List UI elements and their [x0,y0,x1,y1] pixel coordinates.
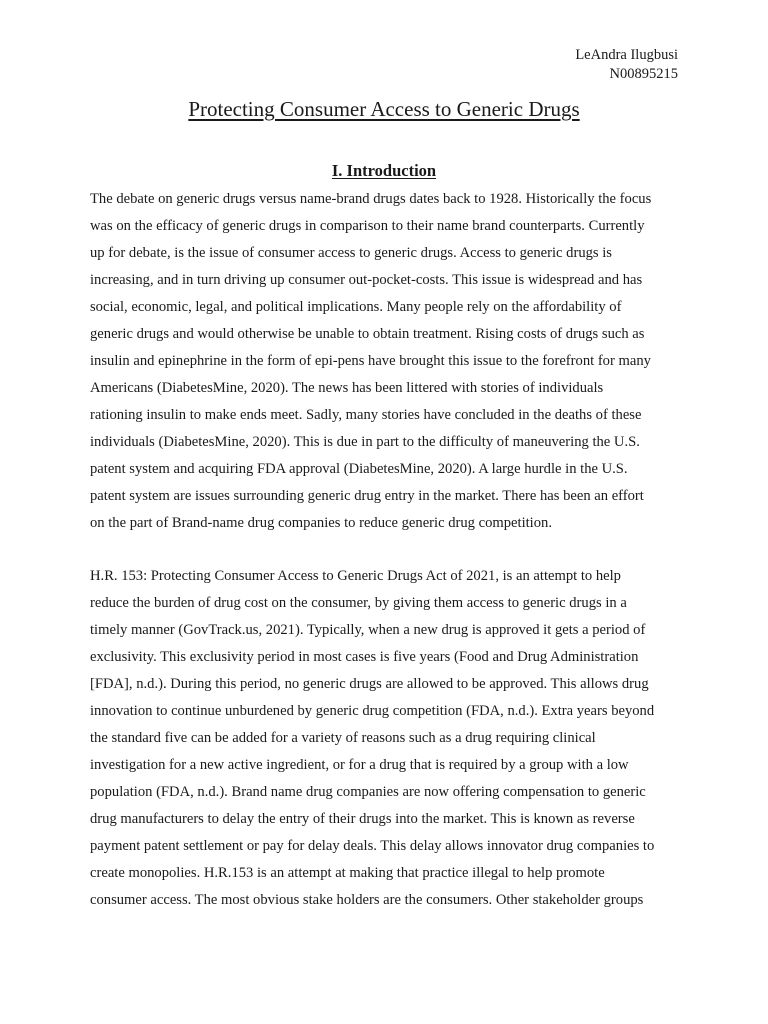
text-line: exclusivity. This exclusivity period in most cases is five years (Food and Drug Administration [90,649,639,665]
text-line: patent system are issues surrounding generic drug entry in the market. There has been an effort [90,488,644,504]
text-line: [FDA], n.d.). During this period, no generic drugs are allowed to be approved. This allows drug [90,676,649,692]
author-name: LeAndra Ilugbusi [575,47,678,63]
text-line: population (FDA, n.d.). Brand name drug companies are now offering compensation to generic [90,784,646,800]
text-line: innovation to continue unburdened by generic drug competition (FDA, n.d.). Extra years beyond [90,703,655,719]
text-line: investigation for a new active ingredient, or for a drug that is required by a group with a low [90,757,629,773]
text-line: increasing, and in turn driving up consumer out-pocket-costs. This issue is widespread and has [90,272,643,288]
text-line: create monopolies. H.R.153 is an attempt at making that practice illegal to help promote [90,865,605,881]
text-line: Americans (DiabetesMine, 2020). The news has been littered with stories of individuals [90,380,604,396]
text-line: generic drugs and would otherwise be unable to obtain treatment. Rising costs of drugs such as [90,326,645,342]
text-line: drug manufacturers to delay the entry of their drugs into the market. This is known as reverse [90,811,635,827]
text-line: insulin and epinephrine in the form of epi-pens have brought this issue to the forefront for many [90,353,651,369]
text-line: individuals (DiabetesMine, 2020). This is due in part to the difficulty of maneuvering the U.S. [90,434,640,450]
text-line: patent system and acquiring FDA approval (DiabetesMine, 2020). A large hurdle in the U.S. [90,461,628,477]
text-line: payment patent settlement or pay for delay deals. This delay allows innovator drug companies to [90,838,655,854]
paragraph-introduction-1 [90,186,680,537]
text-line: H.R. 153: Protecting Consumer Access to Generic Drugs Act of 2021, is an attempt to help [90,568,621,584]
text-line: social, economic, legal, and political implications. Many people rely on the affordability of [90,299,622,315]
text-line: reduce the burden of drug cost on the consumer, by giving them access to generic drugs in a [90,595,627,611]
document-title: Protecting Consumer Access to Generic Drugs [188,97,580,121]
paragraph-introduction-2 [90,563,680,914]
student-id: N00895215 [609,66,678,82]
text-line: timely manner (GovTrack.us, 2021). Typically, when a new drug is approved it gets a period of [90,622,646,638]
text-line: up for debate, is the issue of consumer access to generic drugs. Access to generic drugs is [90,245,612,261]
text-line: the standard five can be added for a variety of reasons such as a drug requiring clinical [90,730,596,746]
author-header [575,46,678,84]
text-line: The debate on generic drugs versus name-brand drugs dates back to 1928. Historically the focus [90,191,652,207]
text-line: on the part of Brand-name drug companies to reduce generic drug competition. [90,515,552,531]
section-heading-introduction: I. Introduction [331,161,437,180]
text-line: consumer access. The most obvious stake holders are the consumers. Other stakeholder groups [90,892,644,908]
text-line: was on the efficacy of generic drugs in comparison to their name brand counterparts. Currently [90,218,645,234]
text-line: rationing insulin to make ends meet. Sadly, many stories have concluded in the deaths of these [90,407,642,423]
